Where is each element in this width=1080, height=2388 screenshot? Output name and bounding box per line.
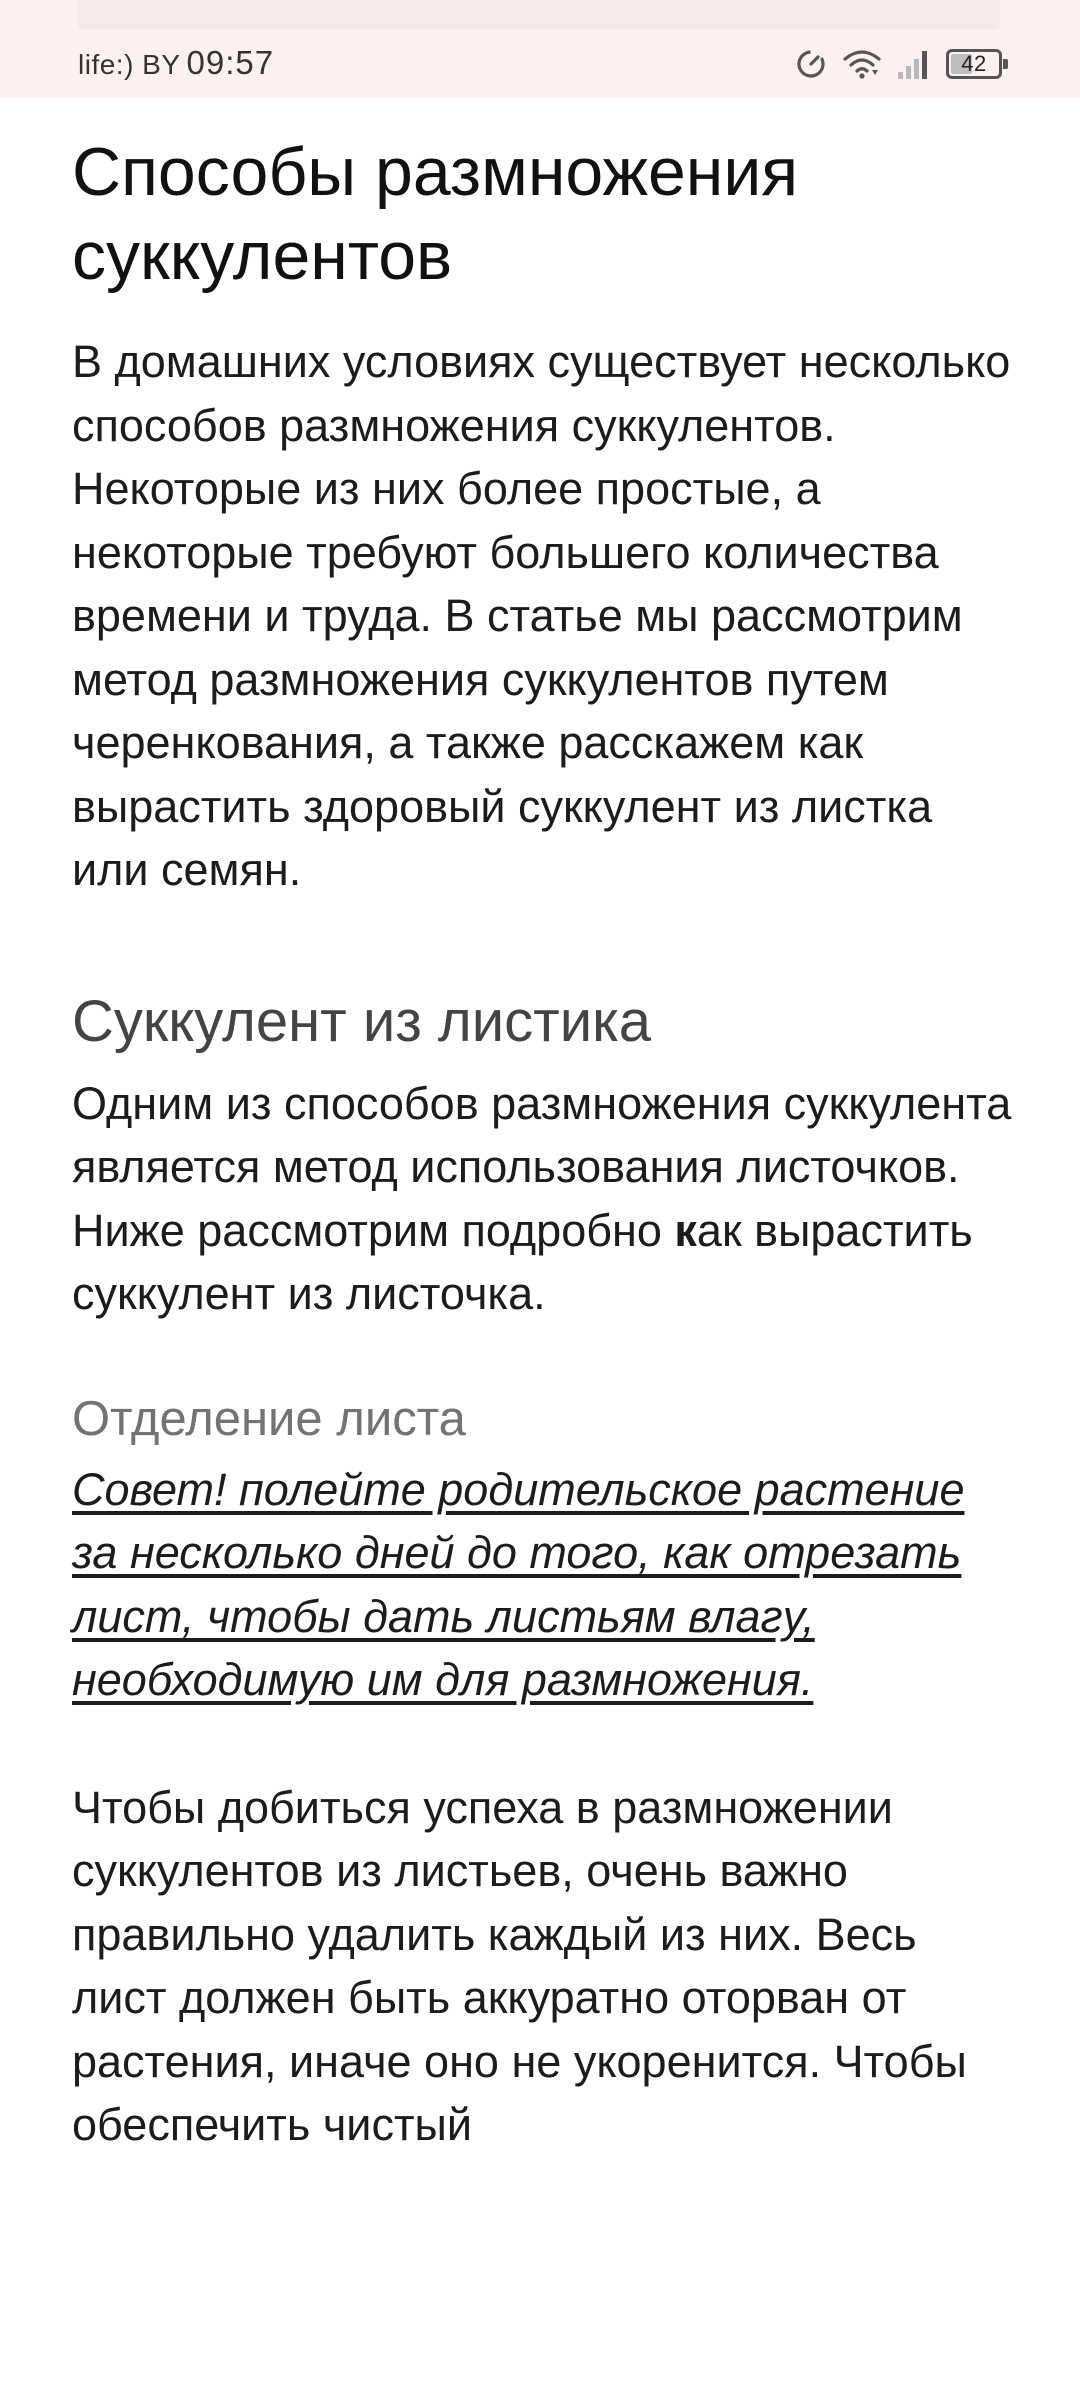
body-paragraph: Чтобы добиться успеха в размножении суккулентов из листьев, очень важно правильно удалить каждый из них. Весь лист должен быть аккуратно оторван от растения, иначе оно не укоренится. Чтобы обеспечить чистый: [72, 1781, 967, 2150]
article-content: [72, 130, 1012, 2157]
section-body-text-2: ак вырастить суккулент из листочка.: [72, 1204, 973, 1319]
wifi-icon: [842, 48, 882, 80]
status-left: [78, 44, 274, 84]
section-body-text-1: Одним из способов размножения суккулента является метод использования листочков. Ниже рассмотрим подробно: [72, 1077, 1012, 1256]
notch-strip: [78, 0, 1000, 30]
clock: 09:57: [186, 44, 275, 81]
data-saver-icon: [794, 47, 828, 81]
status-right: [794, 44, 1002, 84]
battery-level: 42: [961, 51, 987, 76]
tip-paragraph: Совет! полейте родительское растение за несколько дней до того, как отрезать лист, чтобы дать листьям влагу, необходимую им для размножения.: [72, 1463, 965, 1705]
section-body: [72, 1072, 1012, 1326]
battery-icon: [946, 49, 1002, 79]
signal-icon: [896, 48, 932, 80]
section-heading-leaf: Суккулент из листика: [72, 988, 652, 1054]
article-title: Способы размножения суккулентов: [72, 134, 799, 294]
carrier-label: life:) BY: [78, 49, 181, 80]
section-body-bold-letter: к: [674, 1204, 697, 1256]
subsection-heading-leaf-separation: Отделение листа: [72, 1391, 466, 1446]
article-intro: В домашних условиях существует несколько способов размножения суккулентов. Некоторые из них более простые, а некоторые требуют большего количества времени и труда. В статье мы рассмотрим метод размножения суккулентов путем черенкования, а также расскажем как вырастить здоровый суккулент из листка или семян.: [72, 336, 1011, 895]
status-bar: [0, 0, 1080, 98]
